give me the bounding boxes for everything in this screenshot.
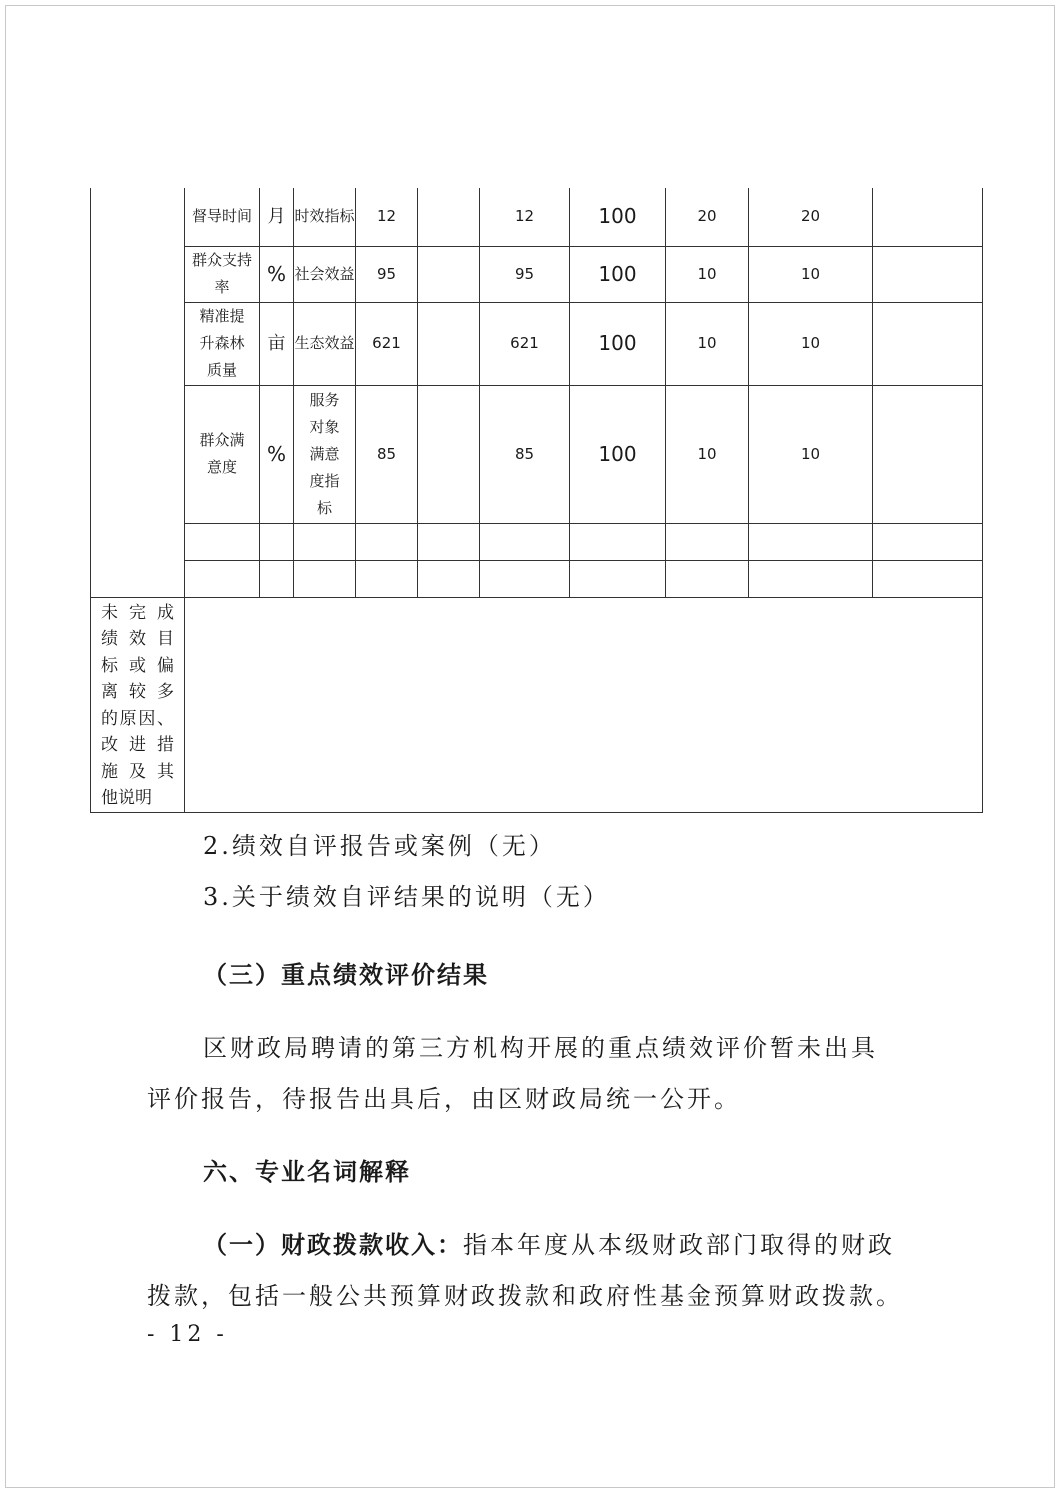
performance-table-wrap xyxy=(90,188,982,813)
explanation-label-line: 施及其 xyxy=(101,761,174,782)
term-definition: 指本年度从本级财政部门取得的财政 xyxy=(463,1231,895,1259)
table-row xyxy=(91,385,983,523)
paragraph-term-line2: 拨款，包括一般公共预算财政拨款和政府性基金预算财政拨款。 xyxy=(147,1282,903,1310)
weight-value: 10 xyxy=(666,385,749,523)
explanation-label-line: 绩效目 xyxy=(101,629,174,649)
explanation-label-line: 的原因、 xyxy=(101,708,174,729)
weight-value: 10 xyxy=(666,302,749,385)
explanation-label-line: 他说明 xyxy=(101,788,152,808)
weight-value: 10 xyxy=(666,246,749,302)
blank-cell xyxy=(418,188,480,246)
blank-cell xyxy=(418,302,480,385)
indicator-category: 社会效益 xyxy=(294,246,356,302)
score-value: 10 xyxy=(749,246,873,302)
completion-rate: 100 xyxy=(570,188,666,246)
section-heading-terms: 六、专业名词解释 xyxy=(203,1158,411,1186)
paragraph-evaluation-line1: 区财政局聘请的第三方机构开展的重点绩效评价暂未出具 xyxy=(203,1034,878,1062)
completion-rate: 100 xyxy=(570,246,666,302)
table-row xyxy=(91,246,983,302)
actual-value: 85 xyxy=(480,385,570,523)
score-value: 10 xyxy=(749,385,873,523)
table-row xyxy=(91,188,983,246)
actual-value: 12 xyxy=(480,188,570,246)
score-value: 10 xyxy=(749,302,873,385)
indicator-group-cell xyxy=(91,188,185,597)
target-value: 12 xyxy=(356,188,418,246)
explanation-label-line: 改进措 xyxy=(101,735,174,755)
section-heading-key-evaluation: （三）重点绩效评价结果 xyxy=(203,961,489,989)
indicator-name: 群众支持率 xyxy=(185,246,260,302)
table-row xyxy=(91,302,983,385)
note-cell xyxy=(873,188,983,246)
paragraph-self-eval-result: 3.关于绩效自评结果的说明（无） xyxy=(203,883,610,911)
target-value: 95 xyxy=(356,246,418,302)
actual-value: 95 xyxy=(480,246,570,302)
blank-cell xyxy=(418,246,480,302)
explanation-label-line: 未完成 xyxy=(101,602,174,623)
target-value: 621 xyxy=(356,302,418,385)
weight-value: 20 xyxy=(666,188,749,246)
explanation-label xyxy=(91,597,185,812)
note-cell xyxy=(873,246,983,302)
indicator-category: 生态效益 xyxy=(294,302,356,385)
note-cell xyxy=(873,302,983,385)
explanation-label-line: 标或偏 xyxy=(101,655,174,676)
table-row-empty xyxy=(91,523,983,560)
indicator-category: 服务对象满意度指标 xyxy=(294,385,356,523)
performance-table xyxy=(90,188,983,813)
indicator-unit: % xyxy=(260,385,294,523)
actual-value: 621 xyxy=(480,302,570,385)
indicator-unit: 亩 xyxy=(260,302,294,385)
table-row-empty xyxy=(91,560,983,597)
indicator-name: 精准提升森林质量 xyxy=(185,302,260,385)
indicator-category: 时效指标 xyxy=(294,188,356,246)
note-cell xyxy=(873,385,983,523)
indicator-name: 群众满意度 xyxy=(185,385,260,523)
paragraph-self-eval-report: 2.绩效自评报告或案例（无） xyxy=(203,832,556,860)
page-number: - 12 - xyxy=(147,1322,228,1347)
explanation-label-line: 离较多 xyxy=(101,682,174,702)
indicator-unit: % xyxy=(260,246,294,302)
paragraph-term-line1 xyxy=(203,1225,895,1260)
term-title: （一）财政拨款收入： xyxy=(203,1231,463,1259)
indicator-unit: 月 xyxy=(260,188,294,246)
completion-rate: 100 xyxy=(570,385,666,523)
blank-cell xyxy=(418,385,480,523)
explanation-row xyxy=(91,597,983,812)
score-value: 20 xyxy=(749,188,873,246)
paragraph-evaluation-line2: 评价报告，待报告出具后，由区财政局统一公开。 xyxy=(147,1085,741,1113)
explanation-value xyxy=(185,597,983,812)
target-value: 85 xyxy=(356,385,418,523)
indicator-name: 督导时间 xyxy=(185,188,260,246)
completion-rate: 100 xyxy=(570,302,666,385)
